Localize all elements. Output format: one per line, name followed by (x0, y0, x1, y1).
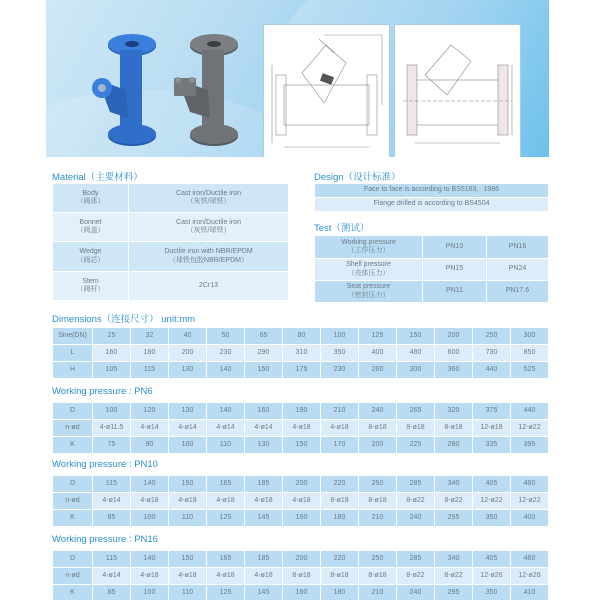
table-row (53, 328, 549, 345)
table-cell: 12-ø22 (473, 493, 511, 510)
table-cell: 285 (397, 476, 435, 493)
table-cell: 4-ø18 (207, 568, 245, 585)
table-cell: 4-ø11.5 (93, 420, 131, 437)
table-cell: 4-ø14 (93, 493, 131, 510)
table-cell: 8-ø18 (321, 568, 359, 585)
table-cell: 265 (397, 403, 435, 420)
material-part: Wedge （阀芯） (53, 242, 129, 272)
material-row (53, 242, 289, 272)
table-cell: 185 (245, 476, 283, 493)
blue-y-strainer-photo (82, 30, 164, 152)
dimensions-title: Dimensions（连接尺寸） unit:mm (52, 314, 196, 325)
row-label: n-ød (53, 493, 93, 510)
table-cell: 32 (131, 328, 169, 345)
table-cell: 80 (283, 328, 321, 345)
table-cell: 295 (435, 510, 473, 527)
table-cell: 295 (435, 585, 473, 600)
table-cell: 230 (321, 362, 359, 379)
y-strainer-section-drawing-2 (394, 24, 521, 157)
table-cell: 4-ø18 (169, 568, 207, 585)
table-row (53, 403, 549, 420)
table-cell: 120 (131, 403, 169, 420)
table-cell: 230 (207, 345, 245, 362)
table-cell: 210 (359, 510, 397, 527)
table-cell: 4-ø14 (93, 568, 131, 585)
table-row (53, 510, 549, 527)
table-cell: 160 (283, 585, 321, 600)
material-part: Bonnet （阀盖） (53, 213, 129, 242)
row-label: K (53, 437, 93, 454)
table-cell: 130 (169, 362, 207, 379)
material-value: Cast iron/Ductile iron （灰铁/球铁） (129, 184, 289, 213)
test-value: PN15 (423, 259, 487, 281)
design-table (314, 183, 549, 212)
table-cell: 165 (207, 476, 245, 493)
test-table (314, 235, 549, 303)
pn6-title: Working pressure : PN6 (52, 386, 153, 397)
table-cell: 85 (93, 585, 131, 600)
material-row (53, 213, 289, 242)
table-cell: 185 (245, 551, 283, 568)
table-cell: 730 (473, 345, 511, 362)
table-cell: 150 (397, 328, 435, 345)
design-title: Design（设计标准） (314, 172, 401, 183)
row-label: K (53, 585, 93, 600)
test-label: Shell pressure （壳体压力） (315, 259, 423, 281)
table-cell: 140 (207, 403, 245, 420)
table-cell: 850 (511, 345, 549, 362)
table-cell: 300 (397, 362, 435, 379)
table-cell: 100 (321, 328, 359, 345)
table-row (53, 345, 549, 362)
table-cell: 360 (435, 362, 473, 379)
table-cell: 8-ø18 (359, 493, 397, 510)
dimensions-table (52, 327, 549, 379)
row-label: n-ød (53, 420, 93, 437)
table-cell: 150 (169, 551, 207, 568)
table-cell: 110 (169, 510, 207, 527)
test-value: PN16 (487, 236, 549, 259)
table-cell: 200 (283, 551, 321, 568)
table-cell: 8-ø18 (321, 493, 359, 510)
table-cell: 400 (359, 345, 397, 362)
table-cell: 290 (245, 345, 283, 362)
table-cell: 200 (435, 328, 473, 345)
table-cell: 4-ø14 (131, 420, 169, 437)
table-row (53, 585, 549, 600)
table-cell: 115 (131, 362, 169, 379)
test-title: Test（测试） (314, 223, 370, 234)
table-cell: 335 (473, 437, 511, 454)
table-cell: 105 (93, 362, 131, 379)
material-value: 2Cr13 (129, 272, 289, 301)
pn6-table (52, 402, 549, 454)
table-cell: 410 (511, 585, 549, 600)
row-label: n-ød (53, 568, 93, 585)
table-cell: 8-ø18 (435, 420, 473, 437)
table-cell: 180 (321, 510, 359, 527)
table-cell: 12-ø22 (511, 493, 549, 510)
table-cell: 25 (93, 328, 131, 345)
table-cell: 440 (511, 403, 549, 420)
table-cell: 145 (245, 510, 283, 527)
table-cell: 375 (473, 403, 511, 420)
table-cell: 140 (131, 476, 169, 493)
table-cell: 110 (207, 437, 245, 454)
material-row (53, 272, 289, 301)
test-label: Seat pressure （密封压力） (315, 281, 423, 303)
design-row (315, 198, 549, 212)
material-table (52, 183, 289, 301)
table-cell: 4-ø14 (169, 420, 207, 437)
table-cell: 130 (169, 403, 207, 420)
table-cell: 260 (359, 362, 397, 379)
table-cell: 300 (511, 328, 549, 345)
table-cell: 440 (473, 362, 511, 379)
table-cell: 225 (397, 437, 435, 454)
table-cell: 190 (283, 403, 321, 420)
table-cell: 12-ø26 (511, 568, 549, 585)
table-cell: 405 (473, 476, 511, 493)
row-label: D (53, 551, 93, 568)
table-cell: 240 (397, 585, 435, 600)
table-cell: 100 (131, 585, 169, 600)
table-cell: 8-ø18 (359, 420, 397, 437)
table-row (53, 437, 549, 454)
table-cell: 180 (131, 345, 169, 362)
table-cell: 115 (93, 551, 131, 568)
table-cell: 100 (93, 403, 131, 420)
table-cell: 100 (169, 437, 207, 454)
material-part: Body （阀体） (53, 184, 129, 213)
pn10-title: Working pressure : PN10 (52, 459, 158, 470)
table-cell: 4-ø14 (245, 420, 283, 437)
table-cell: 125 (207, 585, 245, 600)
table-row (53, 493, 549, 510)
table-cell: 200 (359, 437, 397, 454)
row-label: L (53, 345, 93, 362)
table-cell: 200 (283, 476, 321, 493)
table-cell: 210 (321, 403, 359, 420)
table-cell: 340 (435, 551, 473, 568)
table-cell: 8-ø18 (283, 568, 321, 585)
table-cell: 160 (93, 345, 131, 362)
material-part: Stem （阀杆） (53, 272, 129, 301)
material-value: Ductile iron with NBR/EPDM （球铁包胶NBR/EPDM） (129, 242, 289, 272)
table-row (53, 551, 549, 568)
table-cell: 240 (359, 403, 397, 420)
table-cell: 100 (131, 510, 169, 527)
table-cell: 90 (131, 437, 169, 454)
table-cell: 130 (245, 437, 283, 454)
table-cell: 240 (397, 510, 435, 527)
table-cell: 145 (245, 585, 283, 600)
table-cell: 12-ø26 (473, 568, 511, 585)
table-cell: 525 (511, 362, 549, 379)
table-cell: 285 (397, 551, 435, 568)
test-value: PN24 (487, 259, 549, 281)
table-cell: 4-ø18 (131, 493, 169, 510)
table-row (53, 476, 549, 493)
table-cell: 150 (169, 476, 207, 493)
row-label: D (53, 403, 93, 420)
table-cell: 405 (473, 551, 511, 568)
table-cell: 150 (245, 362, 283, 379)
table-cell: 220 (321, 476, 359, 493)
design-row (315, 184, 549, 198)
table-cell: 350 (473, 510, 511, 527)
table-cell: 210 (359, 585, 397, 600)
test-label: Working pressure （工作压力） (315, 236, 423, 259)
table-cell: 8-ø18 (397, 420, 435, 437)
table-cell: 480 (397, 345, 435, 362)
table-cell: 4-ø18 (321, 420, 359, 437)
table-cell: 8-ø22 (397, 493, 435, 510)
table-cell: 160 (283, 510, 321, 527)
table-cell: 8-ø22 (435, 493, 473, 510)
table-cell: 4-ø18 (207, 493, 245, 510)
table-cell: 340 (435, 476, 473, 493)
test-row (315, 281, 549, 303)
table-cell: 400 (511, 510, 549, 527)
material-value: Cast iron/Ductile iron （灰铁/球铁） (129, 213, 289, 242)
table-cell: 12-ø18 (473, 420, 511, 437)
table-cell: 125 (207, 510, 245, 527)
pn16-table (52, 550, 549, 600)
table-cell: 600 (435, 345, 473, 362)
table-cell: 250 (473, 328, 511, 345)
table-cell: 220 (321, 551, 359, 568)
table-cell: 65 (245, 328, 283, 345)
table-row (53, 568, 549, 585)
table-cell: 75 (93, 437, 131, 454)
row-label: K (53, 510, 93, 527)
table-cell: 160 (245, 403, 283, 420)
table-cell: 12-ø22 (511, 420, 549, 437)
y-strainer-section-drawing-1 (263, 24, 390, 157)
table-cell: 150 (283, 437, 321, 454)
pn16-title: Working pressure : PN16 (52, 534, 158, 545)
table-cell: 140 (207, 362, 245, 379)
table-cell: 4-ø14 (207, 420, 245, 437)
test-value: PN11 (423, 281, 487, 303)
table-cell: 4-ø18 (131, 568, 169, 585)
table-cell: 310 (283, 345, 321, 362)
table-cell: 125 (359, 328, 397, 345)
table-cell: 4-ø18 (283, 493, 321, 510)
table-cell: 50 (207, 328, 245, 345)
table-cell: 280 (435, 437, 473, 454)
table-cell: 110 (169, 585, 207, 600)
test-value: PN10 (423, 236, 487, 259)
test-value: PN17.6 (487, 281, 549, 303)
table-cell: 4-ø18 (169, 493, 207, 510)
pn10-table (52, 475, 549, 527)
table-cell: 4-ø18 (245, 493, 283, 510)
table-row (53, 420, 549, 437)
row-label: D (53, 476, 93, 493)
table-cell: 170 (321, 437, 359, 454)
grey-y-strainer-photo (164, 30, 246, 152)
design-standard: Face to face is according to BS5163，1986 (315, 184, 549, 198)
table-cell: 350 (473, 585, 511, 600)
test-row (315, 236, 549, 259)
table-cell: 250 (359, 551, 397, 568)
test-row (315, 259, 549, 281)
table-cell: 460 (511, 551, 549, 568)
table-cell: 320 (435, 403, 473, 420)
table-cell: 165 (207, 551, 245, 568)
table-cell: 460 (511, 476, 549, 493)
product-banner (46, 0, 549, 157)
table-row (53, 362, 549, 379)
table-cell: 8-ø18 (359, 568, 397, 585)
table-cell: 250 (359, 476, 397, 493)
table-cell: 115 (93, 476, 131, 493)
table-cell: 180 (321, 585, 359, 600)
material-row (53, 184, 289, 213)
table-cell: 85 (93, 510, 131, 527)
material-title: Material（主要材料） (52, 172, 143, 183)
table-cell: 350 (321, 345, 359, 362)
table-cell: 8-ø22 (397, 568, 435, 585)
table-cell: 200 (169, 345, 207, 362)
design-standard: Flange drilled is according to BS4504 (315, 198, 549, 212)
table-cell: 40 (169, 328, 207, 345)
table-cell: 175 (283, 362, 321, 379)
table-cell: 395 (511, 437, 549, 454)
table-cell: 4-ø18 (283, 420, 321, 437)
table-cell: 4-ø18 (245, 568, 283, 585)
table-cell: 140 (131, 551, 169, 568)
row-label: H (53, 362, 93, 379)
table-cell: 8-ø22 (435, 568, 473, 585)
row-label: Sine(DN) (53, 328, 93, 345)
